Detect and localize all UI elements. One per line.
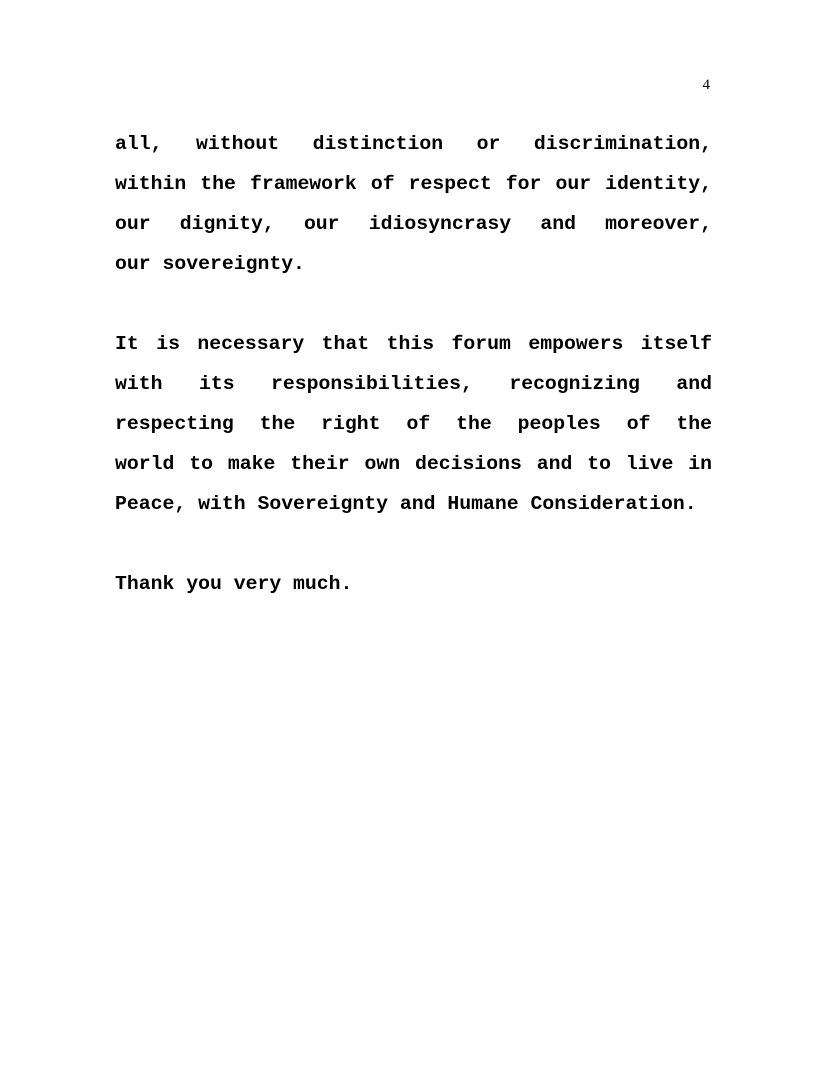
- paragraph-line: our sovereignty.: [115, 253, 305, 275]
- closing-line: [115, 564, 712, 604]
- paragraph-1: [115, 124, 712, 284]
- paragraph-line: respecting the right of the peoples of the: [115, 413, 712, 435]
- page-number: 4: [702, 77, 710, 93]
- paragraph-line: within the framework of respect for our identity,: [115, 173, 712, 195]
- paragraph-2: [115, 324, 712, 524]
- paragraph-line: with its responsibilities, recognizing and: [115, 373, 712, 395]
- paragraph-line: Thank you very much.: [115, 573, 353, 595]
- paragraph-line: our dignity, our idiosyncrasy and moreover,: [115, 213, 712, 235]
- paragraph-line: world to make their own decisions and to live in: [115, 453, 712, 475]
- paragraph-line: Peace, with Sovereignty and Humane Consideration.: [115, 493, 697, 515]
- paragraph-line: It is necessary that this forum empowers itself: [115, 333, 712, 355]
- paragraph-line: all, without distinction or discrimination,: [115, 133, 712, 155]
